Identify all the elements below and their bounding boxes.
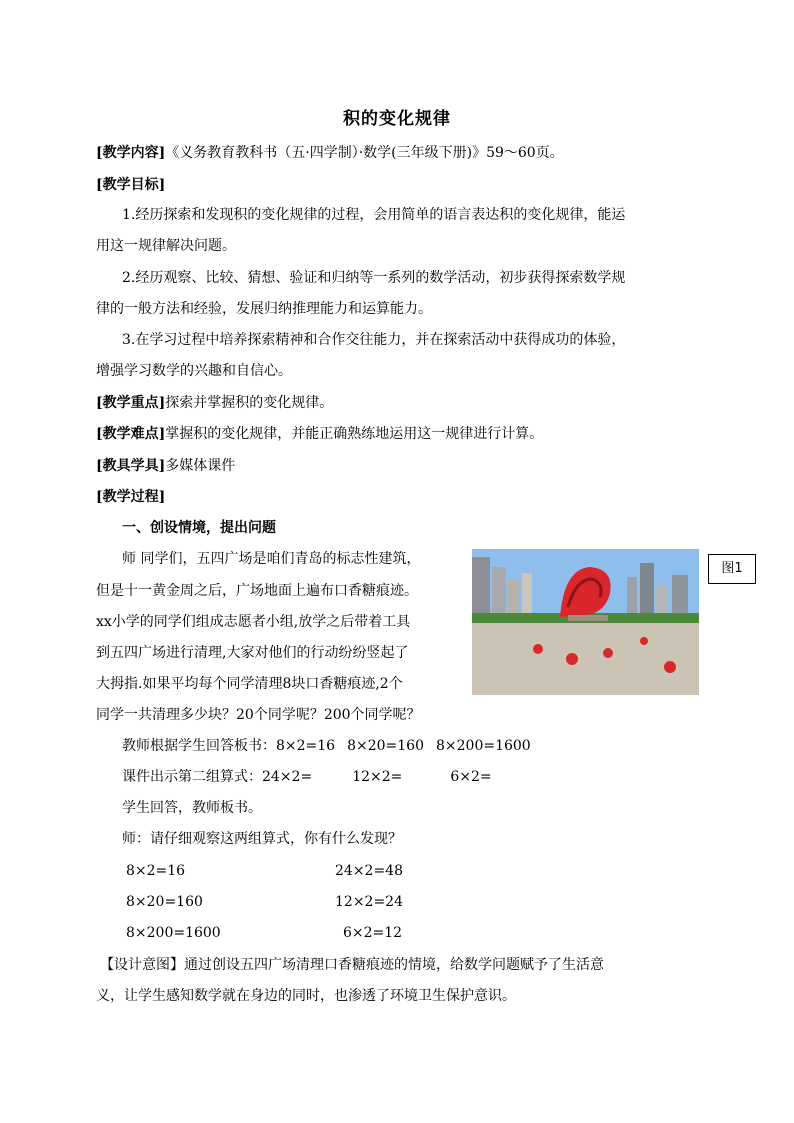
tools-text: 多媒体课件 xyxy=(165,458,236,474)
key-point-line xyxy=(96,393,333,413)
square-photo xyxy=(472,549,699,695)
story-line-2: 但是十一黄金周之后，广场地面上遍布口香糖痕迹。 xyxy=(96,583,418,599)
second-group-label: 课件出示第二组算式： xyxy=(122,769,262,785)
board-eq-3: 8×200=1600 xyxy=(436,738,531,754)
board-line xyxy=(122,736,531,756)
goal-3-line-2: 增强学习数学的兴趣和自信心。 xyxy=(96,363,292,379)
process-label: [教学过程] xyxy=(96,489,166,505)
right-eq-1: 24×2=48 xyxy=(335,863,403,879)
second-eq-2: 12×2= xyxy=(352,769,403,785)
design-note-line-1: 【设计意图】通过创设五四广场清理口香糖痕迹的情境，给数学问题赋予了生活意 xyxy=(100,957,604,973)
section-1-heading: 一、创设情境，提出问题 xyxy=(122,520,276,536)
tools-line xyxy=(96,456,235,476)
right-eq-3: 6×2=12 xyxy=(343,925,403,941)
second-group-line xyxy=(122,767,492,787)
right-eq-2: 12×2=24 xyxy=(335,894,403,910)
design-note-line-2: 义，让学生感知数学就在身边的同时，也渗透了环境卫生保护意识。 xyxy=(96,988,516,1004)
content-label: [教学内容] xyxy=(96,145,166,161)
difficulty-line xyxy=(96,424,543,444)
answer-line: 学生回答，教师板书。 xyxy=(122,800,262,816)
difficulty-text: 掌握积的变化规律，并能正确熟练地运用这一规律进行计算。 xyxy=(165,426,544,442)
story-line-4: 到五四广场进行清理,大家对他们的行动纷纷竖起了 xyxy=(96,645,409,661)
content-line xyxy=(96,143,564,163)
goal-1-line-2: 用这一规律解决问题。 xyxy=(96,238,236,254)
key-point-text: 探索并掌握积的变化规律。 xyxy=(165,395,334,411)
goals-label: [教学目标] xyxy=(96,177,166,193)
square-photo-illustration xyxy=(472,549,699,695)
story-line-3: xx小学的同学们组成志愿者小组,放学之后带着工具 xyxy=(96,614,411,630)
page-title: 积的变化规律 xyxy=(343,109,451,129)
left-eq-3: 8×200=1600 xyxy=(126,925,221,941)
content-text: 《义务教育教科书（五·四学制）·数学(三年级下册)》59～60页。 xyxy=(165,145,564,161)
question-line: 师：请仔细观察这两组算式，你有什么发现？ xyxy=(122,831,402,847)
difficulty-label: [教学难点] xyxy=(96,426,166,442)
goal-1-line-1: 1.经历探索和发现积的变化规律的过程，会用简单的语言表达积的变化规律，能运 xyxy=(122,207,626,223)
second-eq-1: 24×2= xyxy=(262,769,313,785)
board-eq-2: 8×20=160 xyxy=(347,738,424,754)
second-eq-3: 6×2= xyxy=(450,769,492,785)
tools-label: [教具学具] xyxy=(96,458,166,474)
board-label: 教师根据学生回答板书： xyxy=(122,738,276,754)
key-point-label: [教学重点] xyxy=(96,395,166,411)
figure-label: 图1 xyxy=(708,554,756,584)
goal-3-line-1: 3.在学习过程中培养探索精神和合作交往能力，并在探索活动中获得成功的体验， xyxy=(122,332,626,348)
story-line-6: 同学一共清理多少块？20个同学呢？200个同学呢？ xyxy=(96,707,421,723)
story-line-5: 大拇指.如果平均每个同学清理8块口香糖痕迹,2个 xyxy=(96,676,403,692)
board-eq-1: 8×2=16 xyxy=(276,738,336,754)
goal-2-line-1: 2.经历观察、比较、猜想、验证和归纳等一系列的数学活动，初步获得探索数学规 xyxy=(122,270,626,286)
left-eq-2: 8×20=160 xyxy=(126,894,203,910)
story-line-1: 师 同学们，五四广场是咱们青岛的标志性建筑， xyxy=(122,551,421,567)
goal-2-line-2: 律的一般方法和经验，发展归纳推理能力和运算能力。 xyxy=(96,301,432,317)
left-eq-1: 8×2=16 xyxy=(126,863,186,879)
